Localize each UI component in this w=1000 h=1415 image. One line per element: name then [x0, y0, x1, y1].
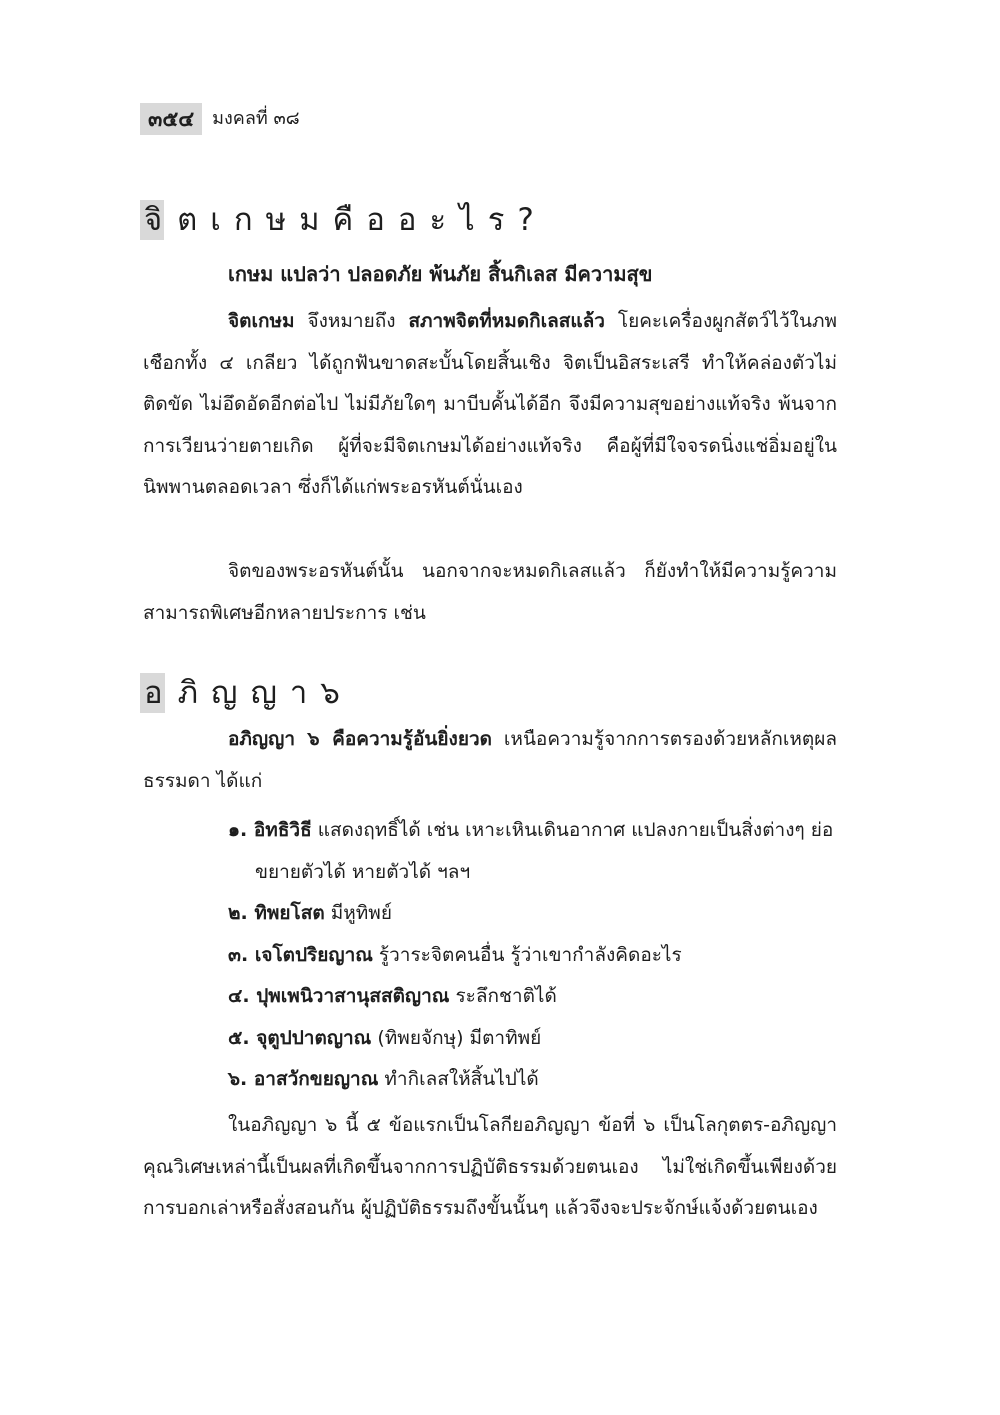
list-item: ๕. จุตูปปาตญาณ (ทิพยจักษุ) มีตาทิพย์ [228, 1026, 542, 1049]
heading-initial: จิ [140, 200, 164, 240]
list-item: ๔. ปุพเพนิวาสานุสสติญาณ ระลึกชาติได้ [228, 985, 557, 1007]
page-number: ๓๕๔ [140, 103, 202, 135]
term-abhinna-6: อภิญญา ๖ คือความรู้อันยิ่งยวด [228, 728, 492, 750]
paragraph-abhinna-intro: อภิญญา ๖ คือความรู้อันยิ่งยวด เหนือความรู้จากการตรองด้วยหลักเหตุผลธรรมดา ได้แก่ [143, 728, 837, 792]
list-item: ๓. เจโตปริยญาณ รู้วาระจิตคนอื่น รู้ว่าเขากำลังคิดอะไร [228, 943, 682, 966]
term-state-of-mind: สภาพจิตที่หมดกิเลสแล้ว [408, 310, 605, 332]
kasema-definition: เกษม แปลว่า ปลอดภัย พ้นภัย สิ้นกิเลส มีความสุข [228, 262, 653, 286]
abhinna-list [228, 810, 838, 1101]
heading-text: ภิญญา๖ [177, 675, 353, 711]
paragraph-arahant-mind: จิตของพระอรหันต์นั้น นอกจากจะหมดกิเลสแล้ว ก็ยังทำให้มีความรู้ความสามารถพิเศษอีกหลายประการ เช่น [143, 560, 837, 624]
paragraph-abhinna-closing: ในอภิญญา ๖ นี้ ๕ ข้อแรกเป็นโลกียอภิญญา ข้อที่ ๖ เป็นโลกุตตร-อภิญญา คุณวิเศษเหล่านี้เป็นผลที่เกิดขึ้นจากการปฏิบัติธรรมด้วยตนเอง ไม่ใช่เกิดขึ้นเพียงด้วยการบอกเล่าหรือสั่งสอนกัน ผู้ปฏิบัติธรรมถึงขั้นนั้นๆ แล้วจึงจะประจักษ์แจ้งด้วยตนเอง [143, 1114, 837, 1219]
heading-text: ตเกษมคืออะไร? [177, 202, 547, 238]
heading-initial: อ [140, 673, 165, 713]
list-item: ๖. อาสวักขยญาณ ทำกิเลสให้สิ้นไปได้ [228, 1068, 539, 1090]
term-citta-kasema: จิตเกษม [228, 310, 295, 332]
running-header [140, 103, 300, 135]
section-heading-citta-kasema [140, 200, 547, 240]
list-item: ๑. อิทธิวิธี แสดงฤทธิ์ได้ เช่น เหาะเหินเดินอากาศ แปลงกายเป็นสิ่งต่างๆ ย่อขยายตัวได้ หายตัวได้ ฯลฯ [228, 819, 834, 883]
paragraph-citta-kasema: จิตเกษม จึงหมายถึง สภาพจิตที่หมดกิเลสแล้ว โยคะเครื่องผูกสัตว์ไว้ในภพ เชือกทั้ง ๔ เกลียว ได้ถูกฟันขาดสะบั้นโดยสิ้นเชิง จิตเป็นอิสระเสรี ทำให้คล่องตัวไม่ติดขัด ไม่อึดอัดอีกต่อไป ไม่มีภัยใดๆ มาบีบคั้นได้อีก จึงมีความสุขอย่างแท้จริง พ้นจากการเวียนว่ายตายเกิด ผู้ที่จะมีจิตเกษมได้อย่างแท้จริง คือผู้ที่มีใจจรดนิ่งแช่อิ่มอยู่ในนิพพานตลอดเวลา ซึ่งก็ได้แก่พระอรหันต์นั่นเอง [143, 310, 837, 498]
list-item: ๒. ทิพยโสต มีหูทิพย์ [228, 902, 392, 924]
chapter-reference: มงคลที่ ๓๘ [212, 108, 300, 129]
section-heading-abhinna [140, 673, 353, 713]
